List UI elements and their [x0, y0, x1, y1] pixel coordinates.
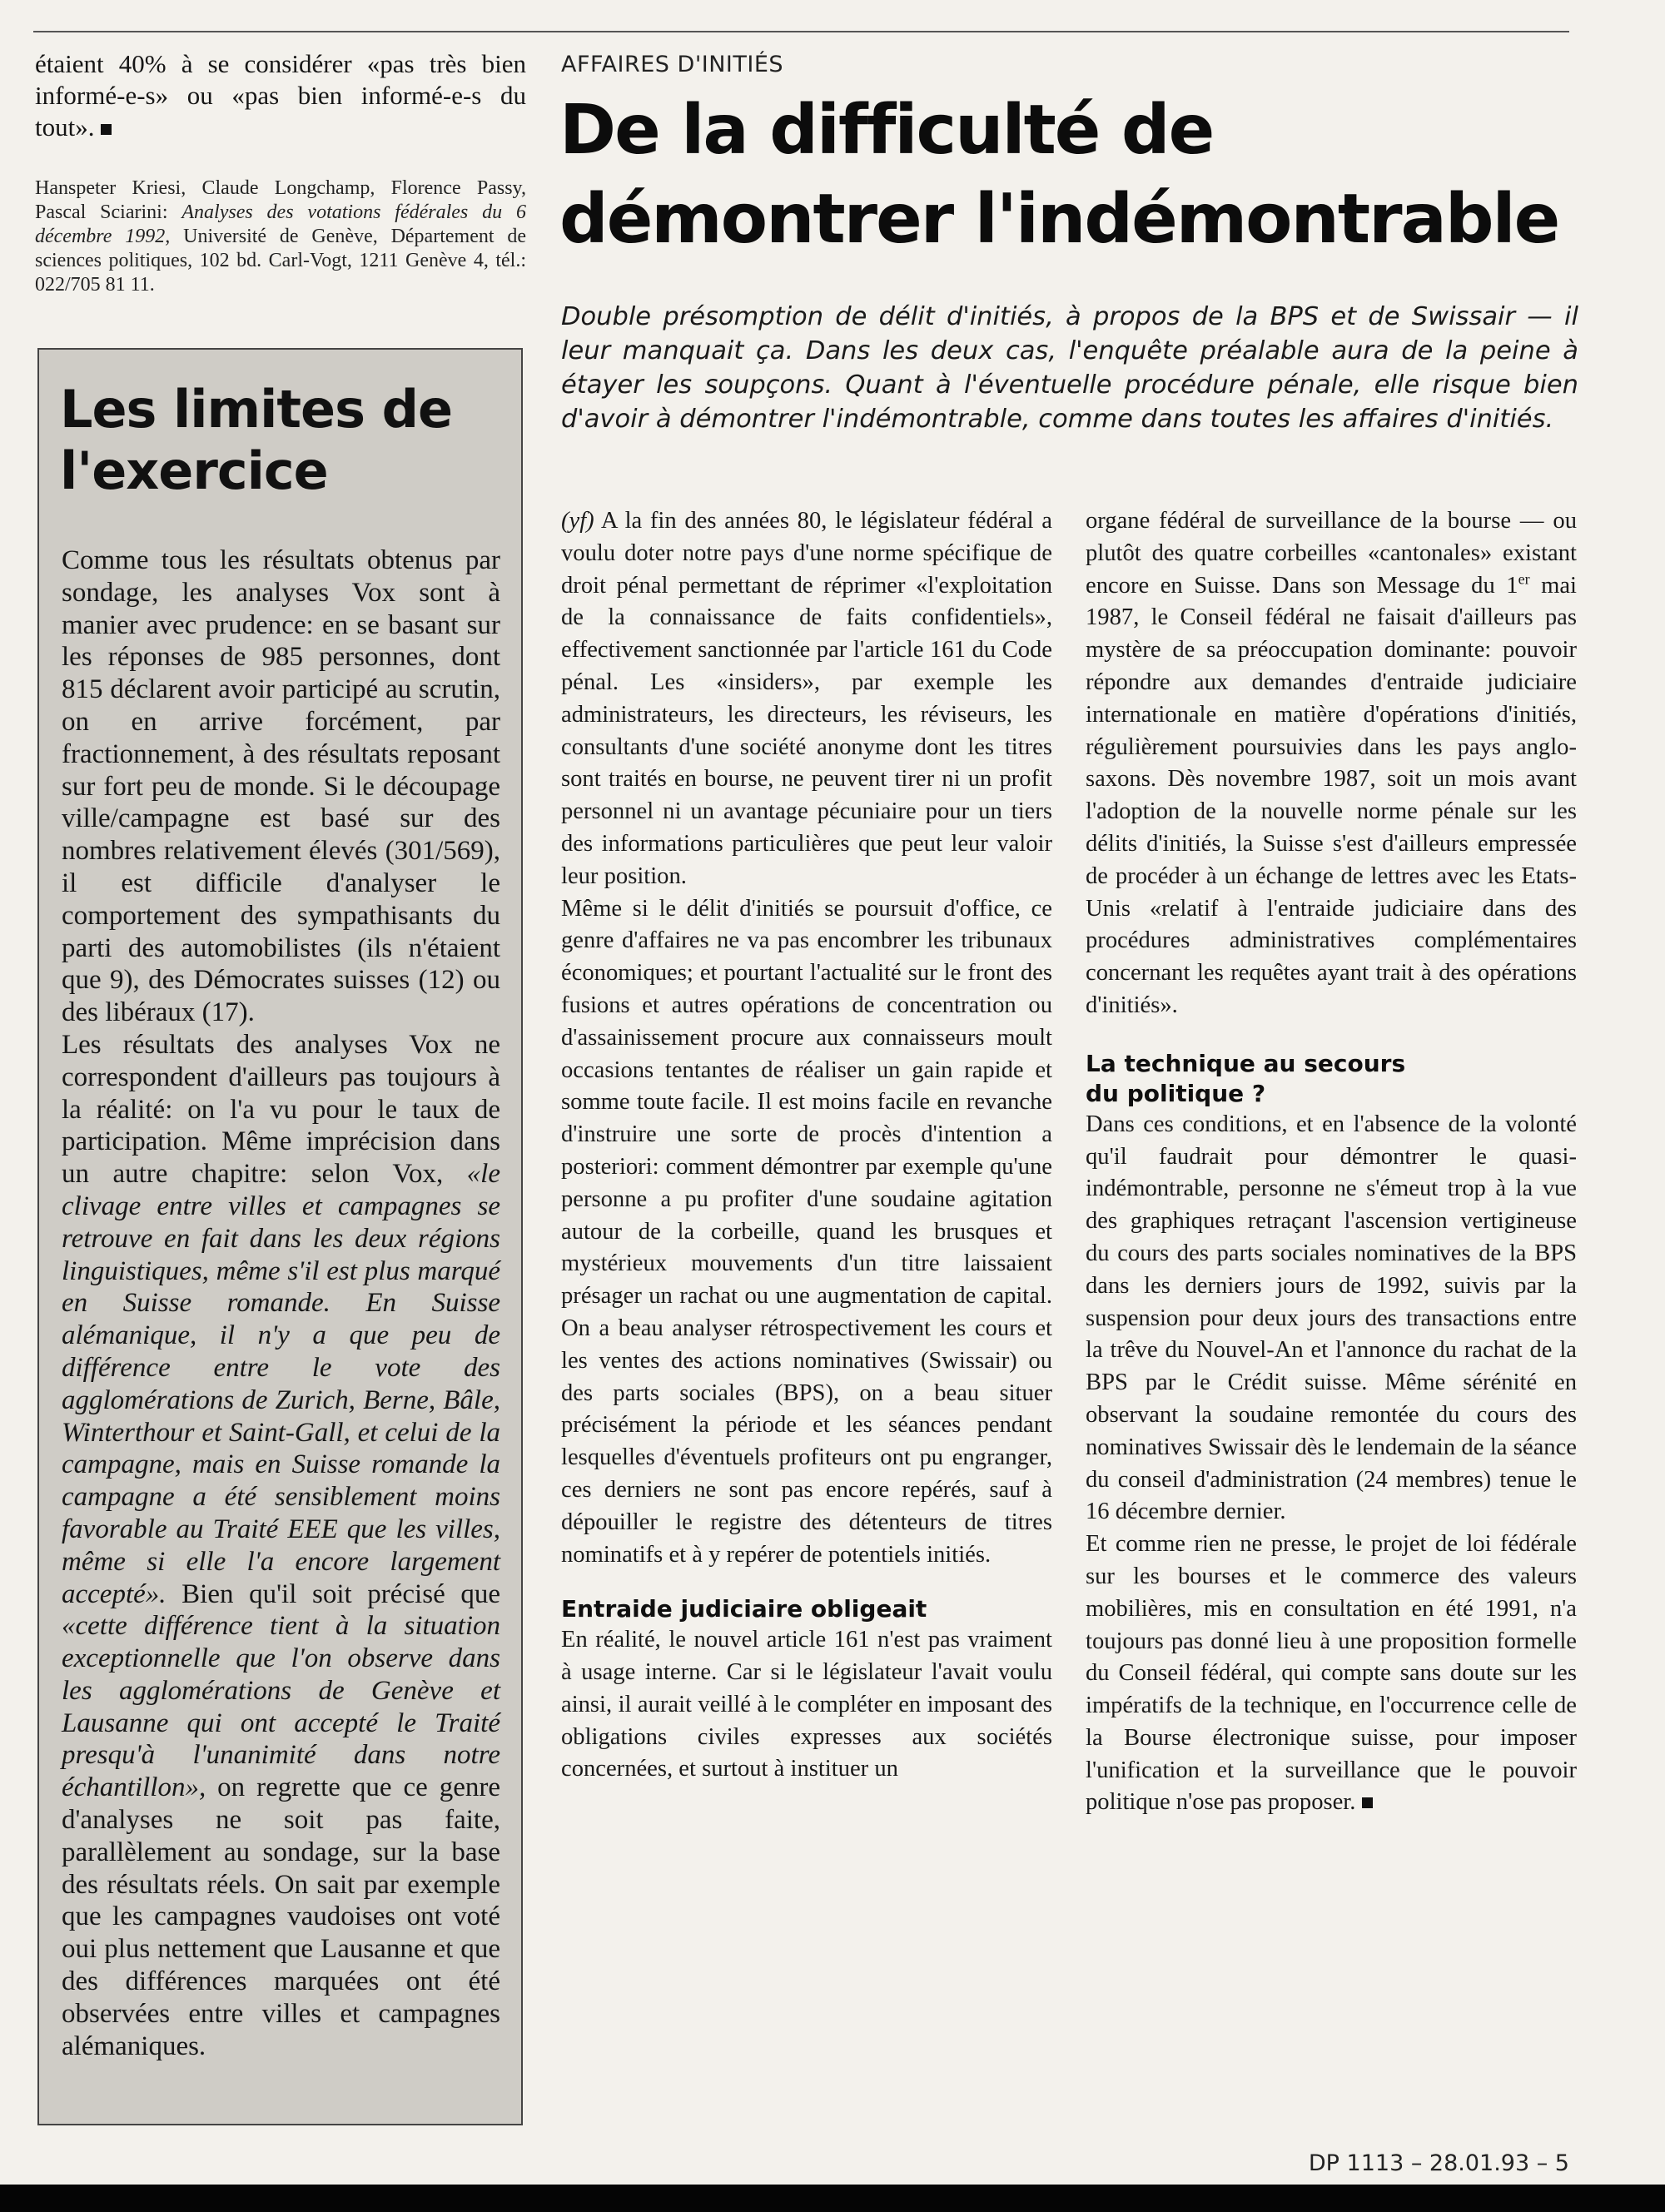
article-column-1 [561, 505, 1052, 1786]
subhead-line: La technique au secours [1086, 1049, 1406, 1077]
end-of-article-square-icon [101, 124, 112, 135]
sidebar-body [62, 544, 500, 2062]
sidebar-quote: «cette différence tient à la situation exceptionnelle que l'on observe dans les agglomérations de Genève et Lausanne qui ont accepté le Traité presqu'à l'unanimité dans notre échantillon», [62, 1611, 500, 1803]
superscript: er [1518, 570, 1530, 588]
article-paragraph: En réalité, le nouvel article 161 n'est pas vraiment à usage interne. Car si le législateur l'avait voulu ainsi, il aurait veillé à le compléter en imposant des obligations civiles expresses aux sociétés concernées, et surtout à instituer un [561, 1627, 1052, 1782]
article-paragraph: Même si le délit d'initiés se poursuit d'office, ce genre d'affaires ne va pas encombrer les tribunaux économiques; et pourtant l'actualité sur le front des fusions et autres opérations de concentration ou d'assainissement procure aux connaisseurs moult occasions tentantes de réaliser un gain rapide et somme toute facile. Il est moins facile en revanche d'instruire une sorte de procès d'intention a posteriori: comment démontrer par exemple qu'une personne a pu profiter d'une soudaine agitation autour de la corbeille, quand les brusques et mystérieux mouvements d'un titre laissaient présager un rachat ou une augmentation de capital. On a beau analyser rétrospectivement les cours et les ventes des actions nominatives (Swissair) ou des parts sociales (BPS), on a beau situer précisément la période et les séances pendant lesquelles d'éventuels profiteurs ont pu engranger, ces derniers ne sont pas encore repérés, sauf à dépouiller le registre des détenteurs de titres nominatifs et à y repérer de potentiels initiés. [561, 895, 1052, 1568]
sidebar-text: Les résultats des analyses Vox ne correspondent d'ailleurs pas toujours à la réalité: on l'a vu pour le taux de participation. Même imprécision dans un autre chapitre: selon Vox, [62, 1029, 500, 1190]
article-text: Et comme rien ne presse, le projet de loi fédérale sur les bourses et le commerce des valeurs mobilières, mis en consultation en été 1991, n'a toujours pas donné lieu à une proposition formelle du Conseil fédéral, qui compte sans doute sur les impératifs de la technique, en l'occurrence celle de la Bourse électronique suisse, pour imposer l'unification et la surveillance que le pouvoir politique n'ose pas proposer. [1086, 1531, 1577, 1816]
sidebar-paragraph: Comme tous les résultats obtenus par sondage, les analyses Vox sont à manier avec prudence: en se basant sur les réponses de 985 personnes, dont 815 déclarent avoir participé au scrutin, on en arrive forcément, par fractionnement, à des résultats reposant sur fort peu de monde. Si le découpage ville/campagne est basé sur des nombres relativement élevés (301/569), il est difficile d'analyser le comportement des sympathisants du parti des automobilistes (ils n'étaient que 9), des Démocrates suisses (12) ou des libéraux (17). [62, 545, 500, 1028]
article-text: mai 1987, le Conseil fédéral ne faisait d'ailleurs pas mystère de sa préoccupation dominante: pouvoir répondre aux demandes d'entraide judiciaire internationale en matière d'opérations d'initiés, régulièrement poursuivies dans les pays anglo-saxons. Dès novembre 1987, soit un mois avant l'adoption de la nouvelle norme pénale sur les délits d'initiés, la Suisse s'est d'ailleurs empressée de procéder à un échange de lettres avec les Etats-Unis «relatif à l'entraide judiciaire dans des procédures administratives complémentaires concernant les requêtes ayant trait à des opérations d'initiés». [1086, 572, 1577, 1018]
article-column-2 [1086, 505, 1577, 1819]
article-byline: (yf) [561, 508, 594, 534]
reference-publisher: Université de Genève, Département de sciences politiques, 102 bd. Carl-Vogt, 1211 Genève 4, tél.: 022/705 81 11. [35, 226, 527, 296]
previous-article-text: étaient 40% à se considérer «pas très bien informé-e-s» ou «pas bien informé-e-s du tout». [35, 49, 526, 142]
page-folio: DP 1113 – 28.01.93 – 5 [1308, 2150, 1569, 2176]
article-subhead: Entraide judiciaire obligeait [561, 1595, 927, 1623]
article-paragraph: Dans ces conditions, et en l'absence de la volonté qu'il faudrait pour démontrer le quasi-indémontrable, personne ne s'émeut trop à la vue des graphiques retraçant l'ascension vertigineuse du cours des parts sociales nominatives de la BPS dans les derniers jours de 1992, suivis par la suspension pour deux jours des transactions entre la trêve du Nouvel-An et l'annonce du rachat de la BPS par le Crédit suisse. Même sérénité en observant la soudaine remontée du cours des nominatives Swissair dès le lendemain de la séance du conseil d'administration (24 membres) tenue le 16 décembre dernier. [1086, 1111, 1577, 1525]
sidebar-text: Bien qu'il soit précisé que [166, 1578, 500, 1609]
article-paragraph [561, 505, 1052, 893]
top-rule [33, 31, 1569, 32]
bottom-border [0, 2185, 1665, 2212]
article-lead: Double présomption de délit d'initiés, à propos de la BPS et de Swissair — il leur manquait ça. Dans les deux cas, l'enquête préalable aura de la peine à étayer les soupçons. Quant à l'éventuelle procédure pénale, elle risque bien d'avoir à démontrer l'indémontrable, comme dans toutes les affaires d'initiés. [561, 302, 1578, 434]
sidebar-text: on regrette que ce genre d'analyses ne soit pas faite, parallèlement au sondage, sur la base des résultats réels. On sait par exemple que les campagnes vaudoises ont voté oui plus nettement que Lausanne et que des différences marquées ont été observées entre villes et campagnes alémaniques. [62, 1772, 500, 2061]
subhead-line: du politique ? [1086, 1079, 1266, 1107]
article-headline: De la difficulté de démontrer l'indémontrable [559, 91, 1559, 259]
bibliographic-reference [35, 176, 526, 297]
article-paragraph [1086, 1529, 1577, 1819]
reference-authors: Hanspeter Kriesi, Claude Longchamp, Florence Passy, Pascal Sciarini: [35, 177, 526, 223]
sidebar-quote: «le clivage entre villes et campagnes se retrouve en fait dans les deux régions linguistiques, même s'il est plus marqué en Suisse romande. En Suisse alémanique, il n'y a que peu de différence entre le vote des agglomérations de Zurich, Berne, Bâle, Winterthour et Saint-Gall, et celui de la campagne, mais en Suisse romande la campagne a été sensiblement moins favorable au Traité EEE que les villes, même si elle l'a encore largement accepté». [62, 1159, 500, 1609]
article-text: organe fédéral de surveillance de la bourse — ou plutôt des quatre corbeilles «cantonales» existant encore en Suisse. Dans son Message du 1 [1086, 508, 1577, 599]
article-text: A la fin des années 80, le législateur fédéral a voulu doter notre pays d'une norme spécifique de droit pénal permettant de réprimer «l'exploitation de la connaissance de faits confidentiels», effectivement sanctionnée par l'article 161 du Code pénal. Les «insiders», par exemple les administrateurs, les directeurs, les réviseurs, les consultants d'une société anonyme dont les titres sont traités en bourse, ne peuvent tirer ni un profit personnel ni un avantage pécuniaire pour un tiers des informations particulières que peut leur valoir leur position. [561, 508, 1052, 889]
previous-article-ending [35, 48, 526, 143]
sidebar-title: Les limites de l'exercice [60, 379, 453, 501]
reference-title: Analyses des votations fédérales du 6 décembre 1992, [35, 201, 526, 247]
article-subhead [1086, 1049, 1577, 1109]
article-paragraph [1086, 505, 1577, 1022]
sidebar-paragraph [62, 1029, 500, 2063]
article-kicker: AFFAIRES D'INITIÉS [561, 52, 784, 77]
end-of-article-square-icon [1362, 1797, 1373, 1808]
